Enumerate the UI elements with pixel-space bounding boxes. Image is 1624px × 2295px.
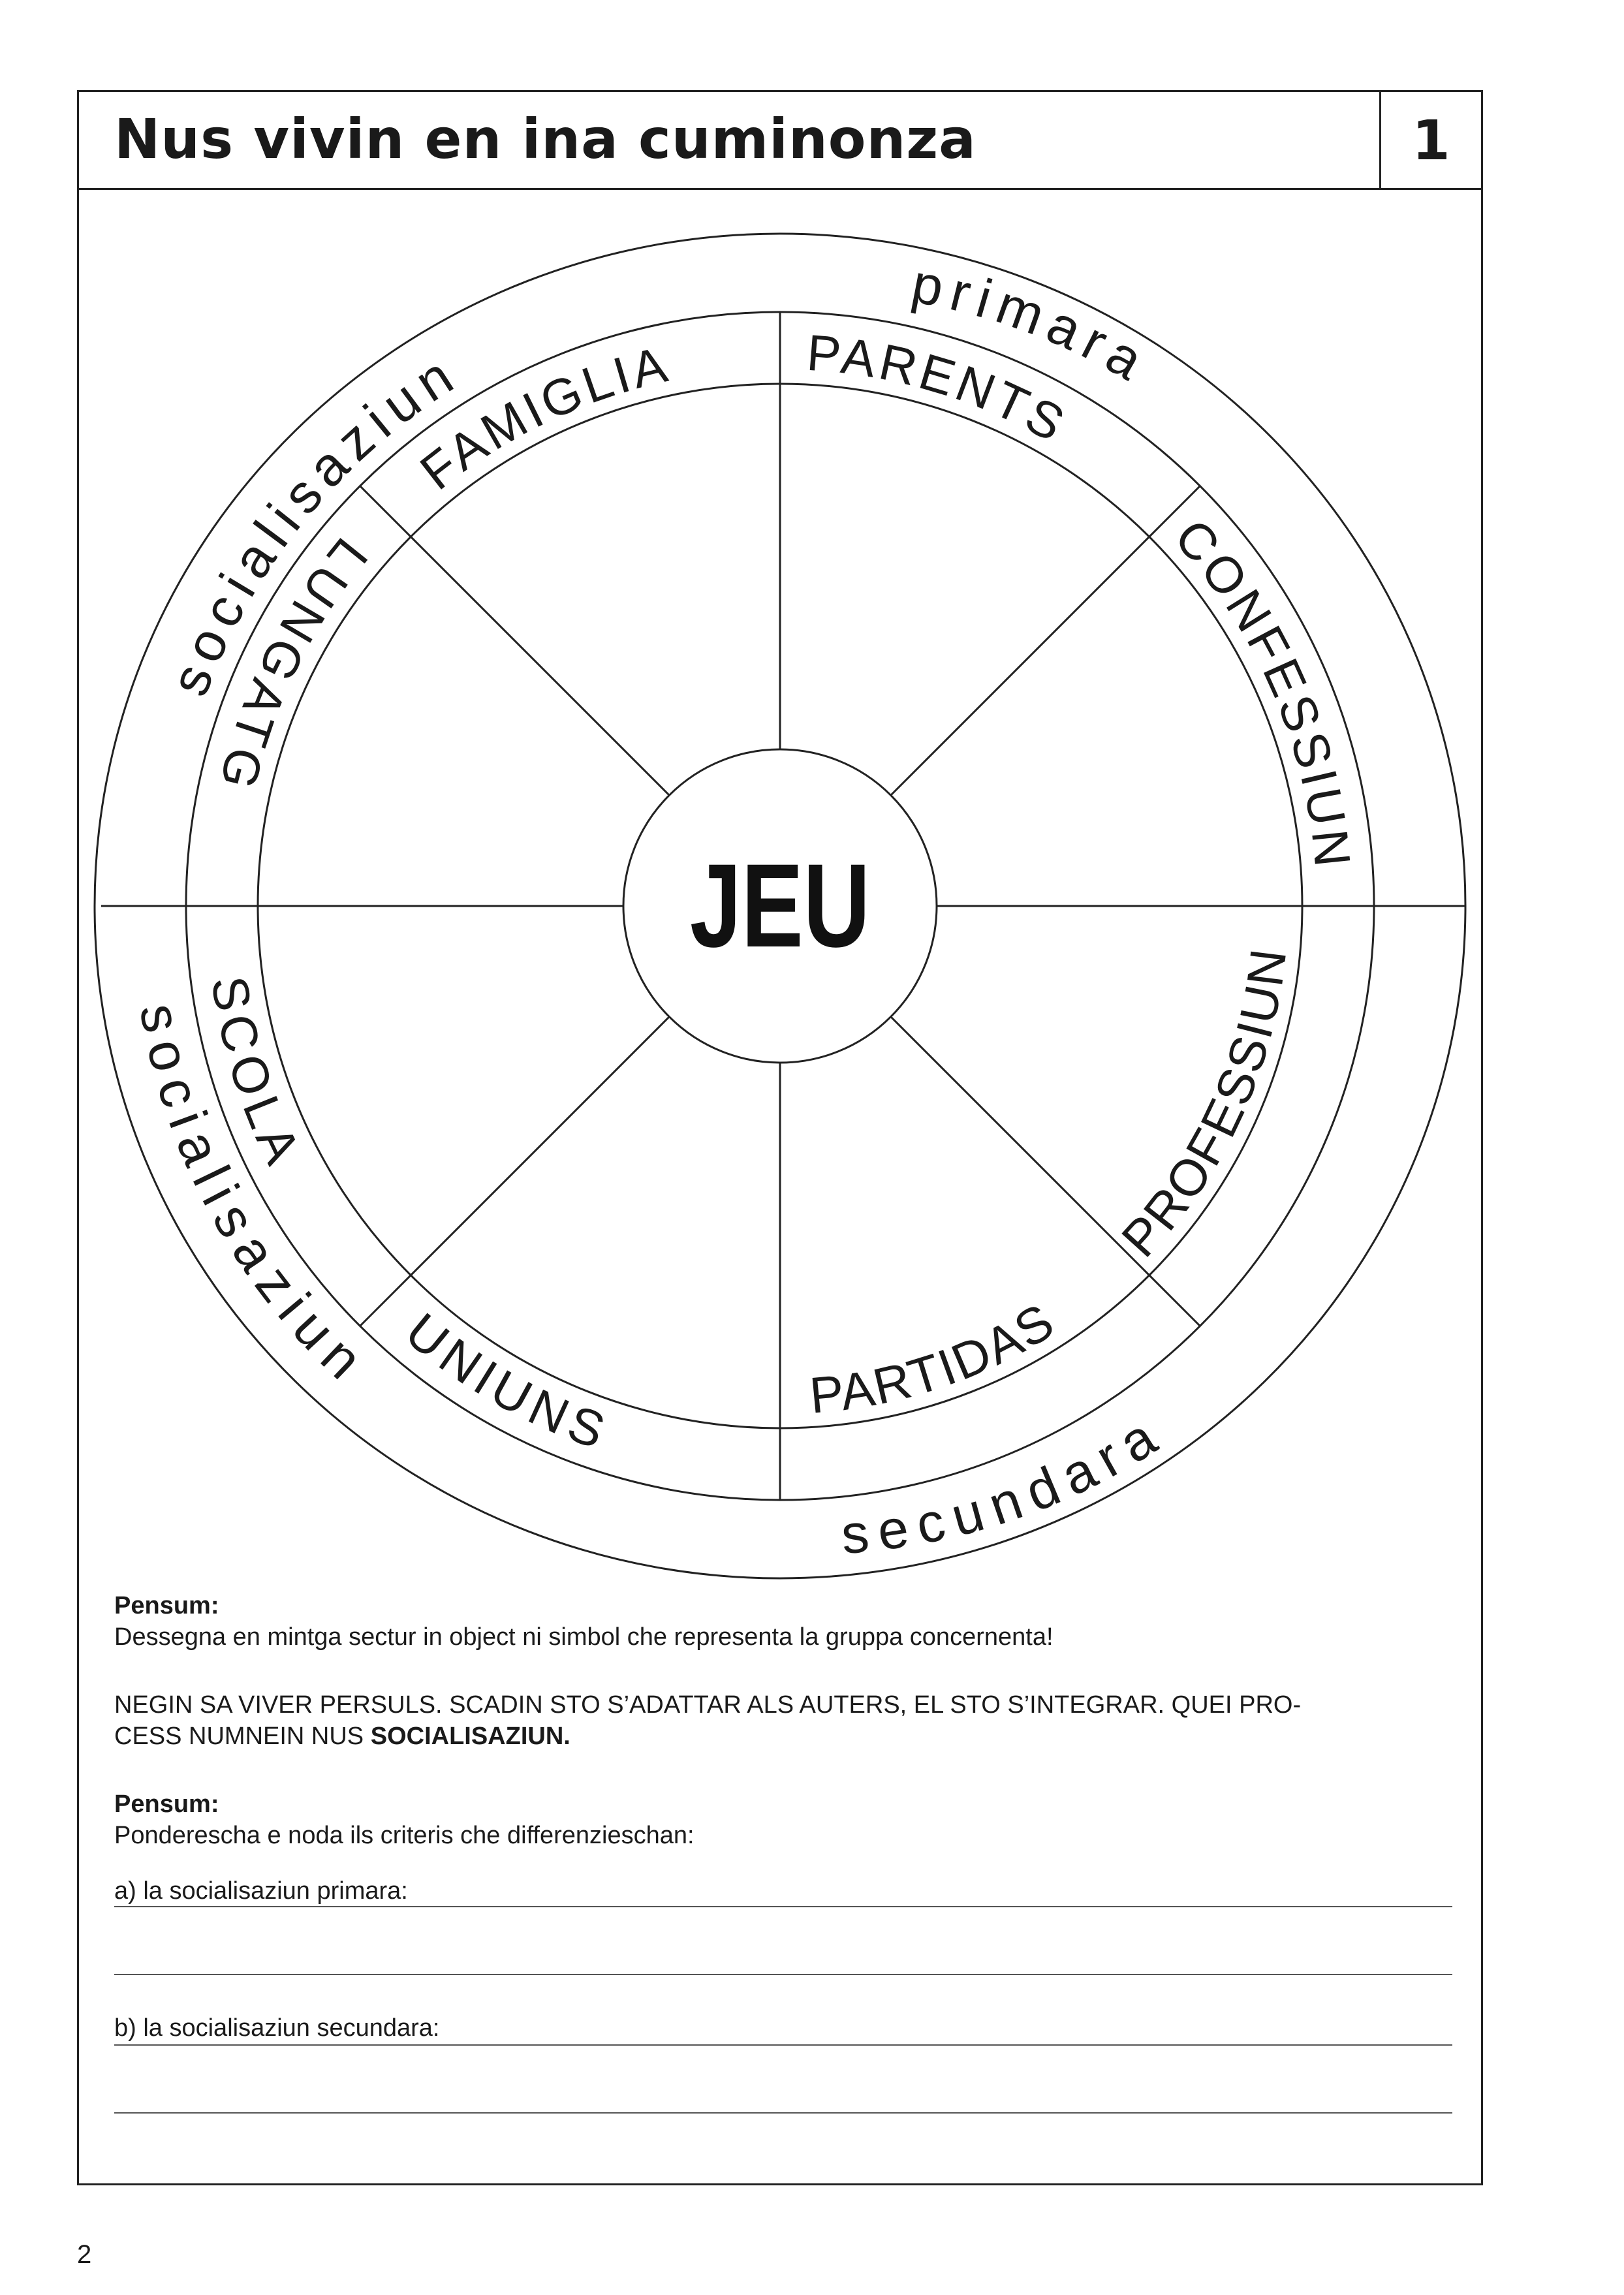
arc-primara: primara <box>907 252 1161 396</box>
statement-line2 <box>114 1721 1452 1752</box>
item-b-label: b) la socialisaziun secundara: <box>114 2014 448 2042</box>
answer-line-a1[interactable] <box>114 1906 1452 1907</box>
arc-socialisaziun-secondary: socialisaziun <box>128 999 381 1397</box>
sector-lungatg: LUNGATG <box>208 527 379 798</box>
sector-scola: SCOLA <box>200 972 313 1175</box>
arc-secundara: secundara <box>838 1401 1174 1566</box>
task2-block <box>114 1788 1452 1851</box>
worksheet-number: 1 <box>1379 92 1481 188</box>
task2-label: Pensum: <box>114 1790 219 1818</box>
task2-text: Ponderescha e noda ils criteris che differenzieschan: <box>114 1822 695 1849</box>
sector-confessiun: CONFESSIUN <box>1163 508 1362 872</box>
task1-block <box>114 1590 1452 1653</box>
statement-line2-prefix: CESS NUMNEIN NUS <box>114 1723 364 1750</box>
sector-uniuns: UNIUNS <box>395 1302 615 1461</box>
sector-professiun: PROFESSIUN <box>1110 943 1298 1268</box>
spoke-bottom-left <box>360 1017 669 1326</box>
answer-line-b2[interactable] <box>114 2112 1452 2114</box>
sector-partidas: PARTIDAS <box>807 1290 1066 1424</box>
answer-line-a2[interactable] <box>114 1974 1452 1975</box>
page-number: 2 <box>77 2240 92 2269</box>
statement-bold-term: SOCIALISAZIUN. <box>370 1723 570 1750</box>
sector-parents: PARENTS <box>805 323 1076 454</box>
page-title: Nus vivin en ina cuminonza <box>114 107 976 171</box>
spoke-top-right <box>891 486 1200 795</box>
spoke-bottom-right <box>891 1017 1200 1326</box>
item-a-label: a) la socialisaziun primara: <box>114 1877 416 1905</box>
task1-text: Dessegna en mintga sectur in object ni simbol che representa la gruppa concernenta! <box>114 1623 1054 1651</box>
statement-line1: NEGIN SA VIVER PERSULS. SCADIN STO S’ADATTAR ALS AUTERS, EL STO S’INTEGRAR. QUEI PRO- <box>114 1691 1302 1719</box>
task1-label: Pensum: <box>114 1592 219 1619</box>
statement-block <box>114 1689 1452 1752</box>
spoke-top-left <box>360 486 669 795</box>
answer-line-b1[interactable] <box>114 2044 1452 2046</box>
center-label: JEU <box>689 838 871 973</box>
sector-famiglia: FAMIGLIA <box>409 335 675 501</box>
arc-socialisaziun-primary: socialisaziun <box>157 340 471 704</box>
